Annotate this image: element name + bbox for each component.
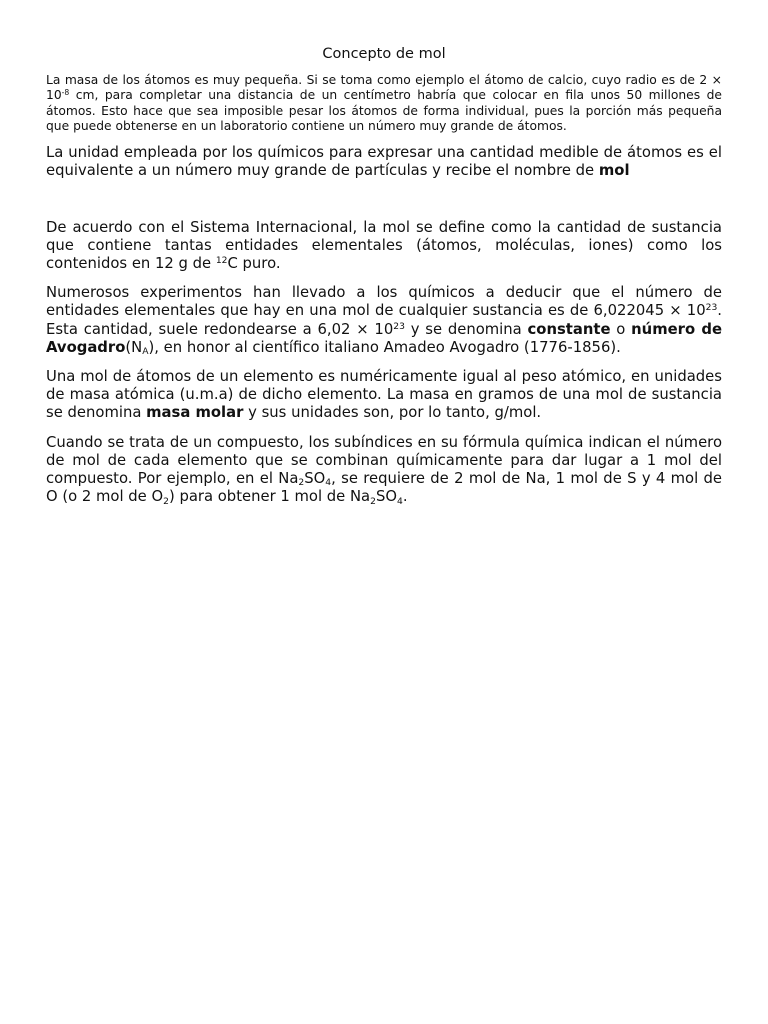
paragraph-intro-text-b: cm, para completar una distancia de un centímetro habría que colocar en fila unos 50 millones de átomos. Esto hace que sea imposible pesar los átomos de forma individual, pues la porción más pequeña que puede obtenerse en un laboratorio contiene un número muy grande de átomos. xyxy=(46,88,722,133)
paragraph-compound-text-b: SO xyxy=(304,470,326,488)
superscript-exponent-1: 23 xyxy=(705,302,718,314)
paragraph-avogadro-text-c: y se denomina xyxy=(404,320,528,338)
subscript-4: 2 xyxy=(370,495,376,507)
paragraph-avogadro-text-b: . Esta cantidad, suele redondearse a 6,02 × 10 xyxy=(46,302,722,338)
paragraph-avogadro-text-d: o xyxy=(610,320,632,338)
paragraph-unit-text: La unidad empleada por los químicos para expresar una cantidad medible de átomos es el equivalente a un número muy grande de partículas y recibe el nombre de xyxy=(46,144,722,180)
term-mol: mol xyxy=(598,162,630,180)
paragraph-si-text-a: De acuerdo con el Sistema Internacional, la mol se define como la cantidad de sustancia que contiene tantas entidades elementales (átomos, moléculas, iones) como los contenidos en 12 g de xyxy=(46,218,722,272)
superscript-exponent: -8 xyxy=(61,88,70,98)
page-title: Concepto de mol xyxy=(322,46,446,62)
term-constante: constante xyxy=(527,320,611,338)
paragraph-compound-text-e: SO xyxy=(375,488,397,506)
term-masa-molar: masa molar xyxy=(146,404,244,422)
paragraph-compound-text-c: , se requiere de 2 mol de Na, 1 mol de S y 4 mol de O (o 2 mol de O xyxy=(46,470,723,506)
paragraph-compound-text-f: . xyxy=(402,488,408,506)
subscript-a: A xyxy=(142,346,149,358)
paragraph-intro xyxy=(46,73,722,134)
paragraph-molar-mass xyxy=(46,368,722,423)
superscript-exponent-2: 23 xyxy=(393,320,405,332)
subscript-1: 2 xyxy=(298,477,305,489)
paragraph-unit xyxy=(46,144,722,180)
paragraph-compound-text-a: Cuando se trata de un compuesto, los subíndices en su fórmula química indican el número de mol de cada elemento que se combinan químicamente para dar lugar a 1 mol del compuesto. Por ejemplo, en el Na xyxy=(46,433,722,488)
paragraph-molar-mass-text-b: y sus unidades son, por lo tanto, g/mol. xyxy=(243,404,542,422)
paragraph-avogadro xyxy=(46,284,722,357)
superscript-isotope: 12 xyxy=(215,254,228,266)
paragraph-avogadro-text-a: Numerosos experimentos han llevado a los químicos a deducir que el número de entidades elementales que hay en una mol de cualquier sustancia es de 6,022045 × 10 xyxy=(46,284,722,320)
paragraph-compound-text-d: ) para obtener 1 mol de Na xyxy=(168,488,371,506)
paragraph-si-text-b: C puro. xyxy=(227,255,281,272)
subscript-5: 4 xyxy=(397,495,403,507)
paragraph-compound xyxy=(46,434,722,507)
subscript-3: 2 xyxy=(163,495,169,507)
paragraph-avogadro-text-f: ), en honor al científico italiano Amadeo Avogadro (1776-1856). xyxy=(148,338,621,356)
paragraph-molar-mass-text-a: Una mol de átomos de un elemento es numéricamente igual al peso atómico, en unidades de masa atómica (u.m.a) de dicho elemento. La masa en gramos de una mol de sustancia se denomina xyxy=(46,368,722,422)
paragraph-intro-text-a: La masa de los átomos es muy pequeña. Si se toma como ejemplo el átomo de calcio, cuyo radio es de 2 × 10 xyxy=(46,73,722,103)
paragraph-si-definition xyxy=(46,219,722,274)
subscript-2: 4 xyxy=(325,477,332,489)
term-numero-de-avogadro: número de Avogadro xyxy=(46,320,722,356)
paragraph-avogadro-text-e: (N xyxy=(125,338,143,356)
